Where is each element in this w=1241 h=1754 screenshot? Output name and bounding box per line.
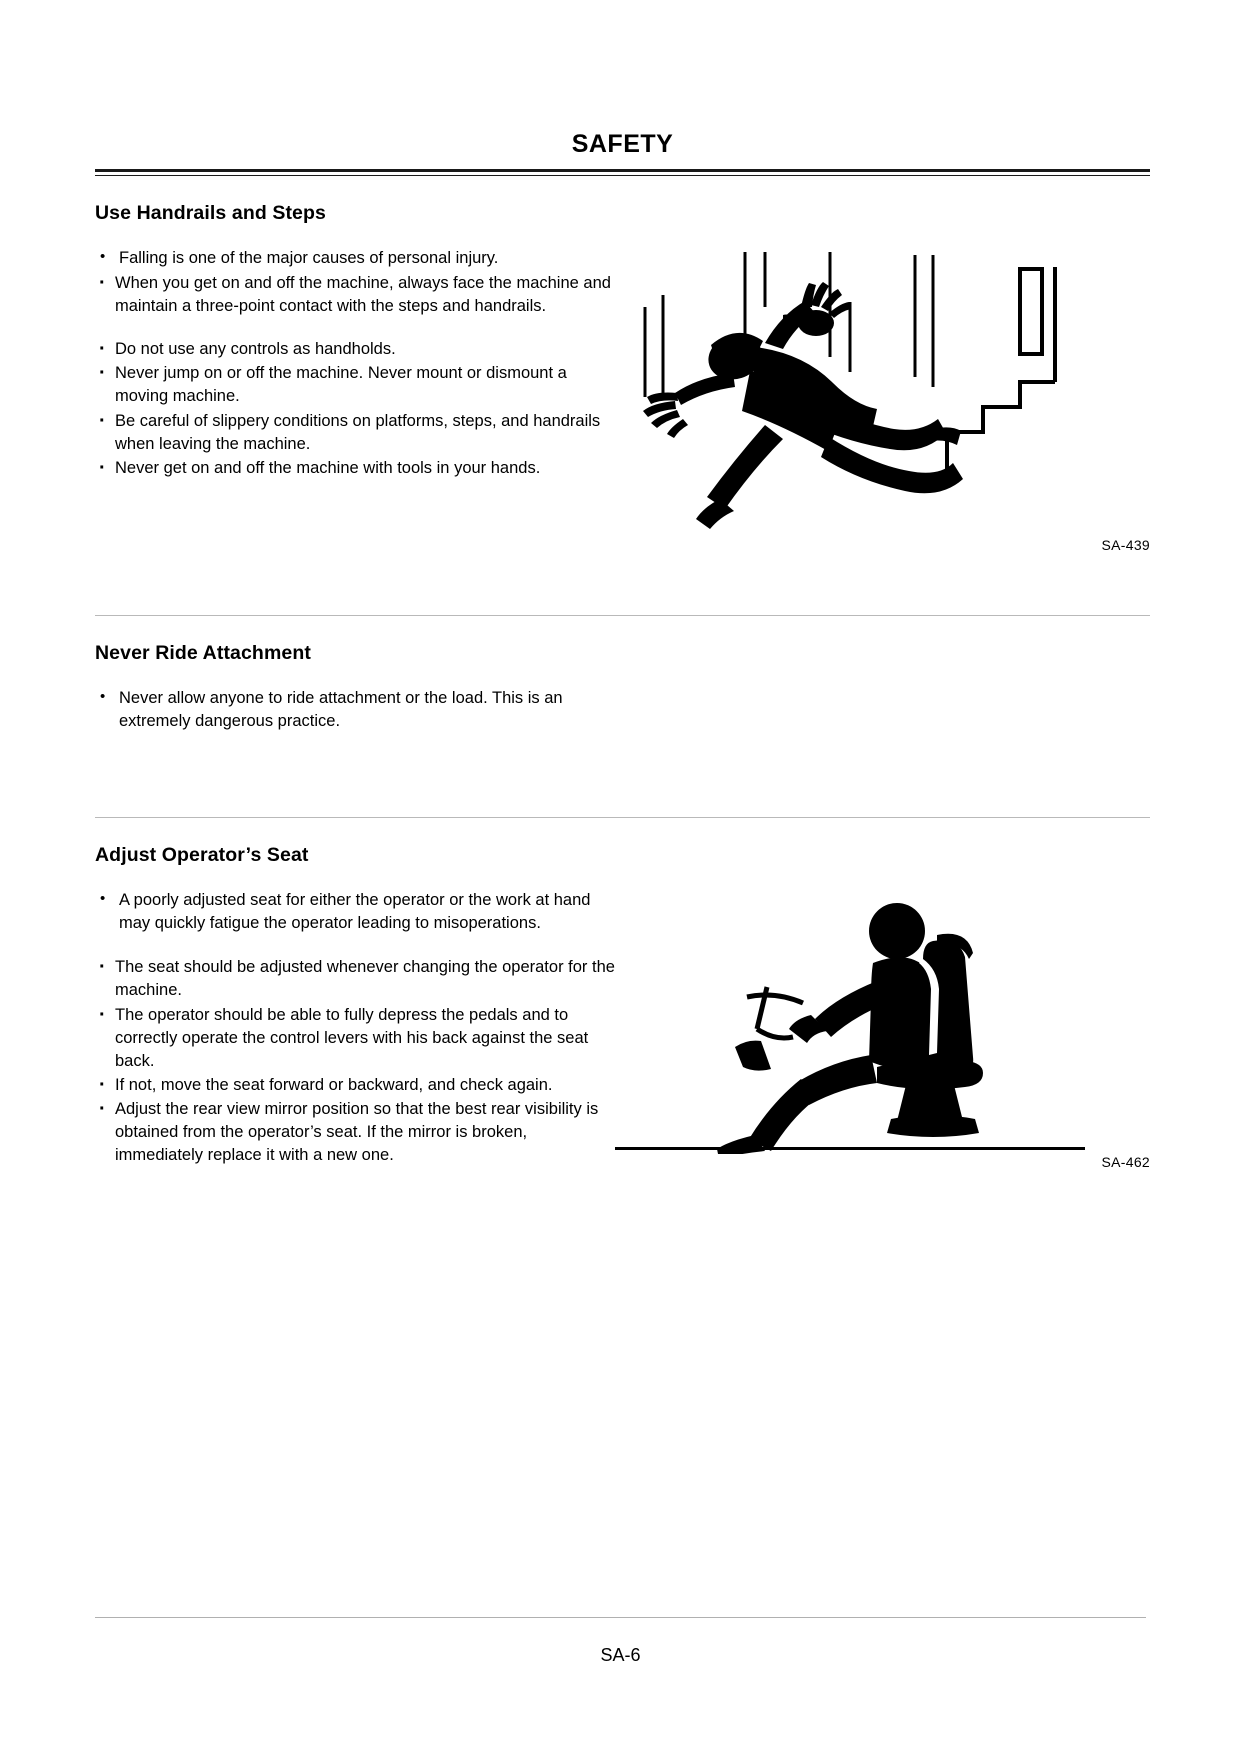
list-item: · The operator should be able to fully depress the pedals and to correctly operate the control levers with his back against the seat back. xyxy=(95,1004,615,1073)
sub-bullet-list-1 xyxy=(95,956,615,1167)
section-text-column xyxy=(95,687,615,735)
bullet-list xyxy=(95,889,615,935)
section-figure-column xyxy=(615,889,1150,1170)
operator-seated-illustration xyxy=(615,889,1150,1154)
sub-bullet-list-2 xyxy=(95,338,615,480)
section-heading: Never Ride Attachment xyxy=(95,642,311,664)
list-item: • Falling is one of the major causes of personal injury. xyxy=(95,247,615,270)
footer-divider xyxy=(95,1617,1146,1618)
page-title: SAFETY xyxy=(571,130,674,158)
list-item: · If not, move the seat forward or backward, and check again. xyxy=(95,1074,615,1097)
list-item: · Do not use any controls as handholds. xyxy=(95,338,615,361)
section-use-handrails-and-steps xyxy=(95,202,1150,642)
page-number: SA-6 xyxy=(600,1645,641,1665)
bullet-list xyxy=(95,687,615,733)
spacer xyxy=(95,937,615,956)
list-item: • Never allow anyone to ride attachment or the load. This is an extremely dangerous practice. xyxy=(95,687,615,733)
figure-caption: SA-462 xyxy=(1101,1154,1150,1171)
header-rule xyxy=(95,169,1150,176)
list-item: · Never get on and off the machine with tools in your hands. xyxy=(95,457,615,480)
section-figure-column xyxy=(615,687,1150,697)
list-item: · Adjust the rear view mirror position so that the best rear visibility is obtained from the operator’s seat. If the mirror is broken, immediately replace it with a new one. xyxy=(95,1098,615,1167)
page-content xyxy=(95,130,1150,1170)
sub-bullet-list-1 xyxy=(95,272,615,318)
figure-caption: SA-439 xyxy=(1101,537,1150,553)
section-text-column xyxy=(95,889,615,1168)
bullet-list xyxy=(95,247,615,270)
section-adjust-operators-seat xyxy=(95,844,1150,1170)
list-item: · Never jump on or off the machine. Never mount or dismount a moving machine. xyxy=(95,362,615,408)
falling-person-handrail-illustration xyxy=(615,247,1150,537)
list-item: • A poorly adjusted seat for either the operator or the work at hand may quickly fatigue the operator leading to misoperations. xyxy=(95,889,615,935)
list-item: · Be careful of slippery conditions on platforms, steps, and handrails when leaving the machine. xyxy=(95,410,615,456)
list-item: · The seat should be adjusted whenever changing the operator for the machine. xyxy=(95,956,615,1002)
section-never-ride-attachment xyxy=(95,642,1150,844)
spacer xyxy=(95,319,615,338)
section-figure-column xyxy=(615,247,1150,553)
list-item: · When you get on and off the machine, always face the machine and maintain a three-point contact with the steps and handrails. xyxy=(95,272,615,318)
section-heading: Adjust Operator’s Seat xyxy=(95,844,309,867)
section-text-column xyxy=(95,247,615,481)
section-heading: Use Handrails and Steps xyxy=(95,202,326,224)
